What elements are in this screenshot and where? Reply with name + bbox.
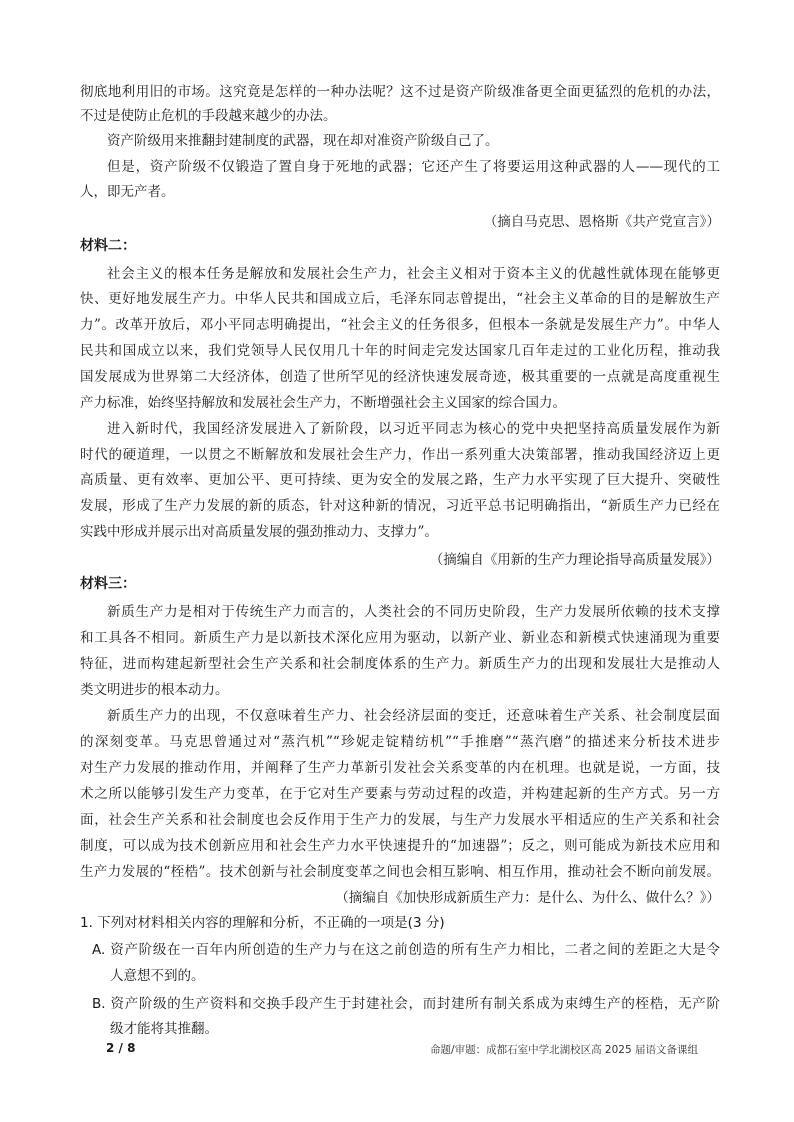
question-1-stem: 1. 下列对材料相关内容的理解和分析，不正确的一项是(3 分) (80, 915, 445, 931)
question-1-option-b-line-1: B. 资产阶级的生产资料和交换手段产生于封建社会，而封建所有制关系成为束缚生产的桎梏，无产阶 (92, 996, 720, 1012)
passage1-line-2: 不过是使防止危机的手段越来越少的办法。 (80, 108, 337, 124)
material2-line-6: 产力标准，始终坚持解放和发展社会生产力，不断增强社会主义国家的综合国力。 (80, 395, 566, 411)
material3-heading: 材料三： (80, 576, 136, 592)
passage1-source: （摘自马克思、恩格斯《共产党宣言》） (483, 214, 720, 230)
passage1-line-1: 彻底地利用旧的市场。这究竟是怎样的一种办法呢？这不过是资产阶级准备更全面更猛烈的危机的办法， (80, 84, 720, 100)
material3-line-2: 和工具各不相同。新质生产力是以新技术深化应用为驱动，以新产业、新业态和新模式快速涌现为重要 (80, 630, 720, 646)
passage1-line-5: 人，即无产者。 (80, 184, 175, 200)
material3-line-6: 的深刻变革。马克思曾通过对“蒸汽机”“珍妮走锭精纺机”“手推磨”“蒸汽磨”的描述来分析技术进步 (80, 734, 720, 750)
material3-line-8: 术之所以能够引发生产力变革，在于它对生产要素与劳动过程的改造，并构建起新的生产方式。另一方 (80, 786, 720, 802)
question-1-option-a-line-2: 人意想不到的。 (110, 968, 205, 984)
passage1-line-3: 资产阶级用来推翻封建制度的武器，现在却对准资产阶级自己了。 (107, 133, 499, 149)
material3-line-3: 特征，进而构建起新型社会生产关系和社会制度体系的生产力。新质生产力的出现和发展壮大是推动人 (80, 656, 720, 672)
material3-line-10: 制度，可以成为技术创新应用和社会生产力水平快速提升的“加速器”；反之，则可能成为新技术应用和 (80, 838, 720, 854)
passage1-line-4: 但是，资产阶级不仅锻造了置自身于死地的武器；它还产生了将要运用这种武器的人——现代的工 (107, 159, 720, 175)
material2-line-9: 高质量、更有效率、更加公平、更可持续、更为安全的发展之路，生产力水平实现了巨大提升、突破性 (80, 472, 720, 488)
material2-line-8: 时代的硬道理，一以贯之不断解放和发展社会生产力，作出一系列重大决策部署，推动我国经济迈上更 (80, 447, 720, 463)
footer-credit: 命题/审题：成都石室中学北湖校区高 2025 届语文备课组 (430, 1044, 698, 1056)
material3-line-5: 新质生产力的出现，不仅意味着生产力、社会经济层面的变迁，还意味着生产关系、社会制度层面 (107, 708, 720, 724)
material2-line-11: 实践中形成并展示出对高质量发展的强劲推动力、支撑力”。 (80, 524, 438, 540)
material3-line-4: 类文明进步的根本动力。 (80, 682, 229, 698)
material2-line-10: 发展，形成了生产力发展的新的质态，针对这种新的情况，习近平总书记明确指出，“新质生产力已经在 (80, 498, 720, 514)
material2-line-5: 国发展成为世界第二大经济体，创造了世所罕见的经济快速发展奇迹，极其重要的一点就是高度重视生 (80, 369, 720, 385)
material3-line-1: 新质生产力是相对于传统生产力而言的，人类社会的不同历史阶段，生产力发展所依赖的技术支撑 (107, 604, 720, 620)
page-number: 2 / 8 (106, 1041, 136, 1055)
material2-line-7: 进入新时代，我国经济发展进入了新阶段，以习近平同志为核心的党中央把坚持高质量发展作为新 (107, 421, 720, 437)
material2-heading: 材料二： (80, 238, 136, 254)
material3-line-7: 对生产力发展的推动作用，并阐释了生产力革新引发社会关系变革的内在机理。也就是说，一方面，技 (80, 760, 720, 776)
question-1-option-b-line-2: 级才能将其推翻。 (110, 1021, 218, 1037)
material3-line-11: 生产力发展的“桎梏”。技术创新与社会制度变革之间也会相互影响、相互作用，推动社会不断向前发展。 (80, 864, 720, 880)
material2-line-3: 力”。改革开放后，邓小平同志明确提出，“社会主义的任务很多，但根本一条就是发展生产力”。中华人 (80, 317, 720, 333)
question-1-option-a-line-1: A. 资产阶级在一百年内所创造的生产力与在这之前创造的所有生产力相比，二者之间的差距之大是令 (92, 942, 720, 958)
material2-source: （摘编自《用新的生产力理论指导高质量发展》） (429, 552, 720, 568)
material3-line-9: 面，社会生产关系和社会制度也会反作用于生产力的发展，与生产力发展水平相适应的生产关系和社会 (80, 812, 720, 828)
material2-line-4: 民共和国成立以来，我们党领导人民仅用几十年的时间走完发达国家几百年走过的工业化历程，推动我 (80, 343, 720, 359)
material2-line-1: 社会主义的根本任务是解放和发展社会生产力，社会主义相对于资本主义的优越性就体现在能够更 (107, 266, 720, 282)
material3-source: （摘编自《加快形成新质生产力：是什么、为什么、做什么？》） (335, 890, 720, 906)
material2-line-2: 快、更好地发展生产力。中华人民共和国成立后，毛泽东同志曾提出，“社会主义革命的目的是解放生产 (80, 291, 720, 307)
